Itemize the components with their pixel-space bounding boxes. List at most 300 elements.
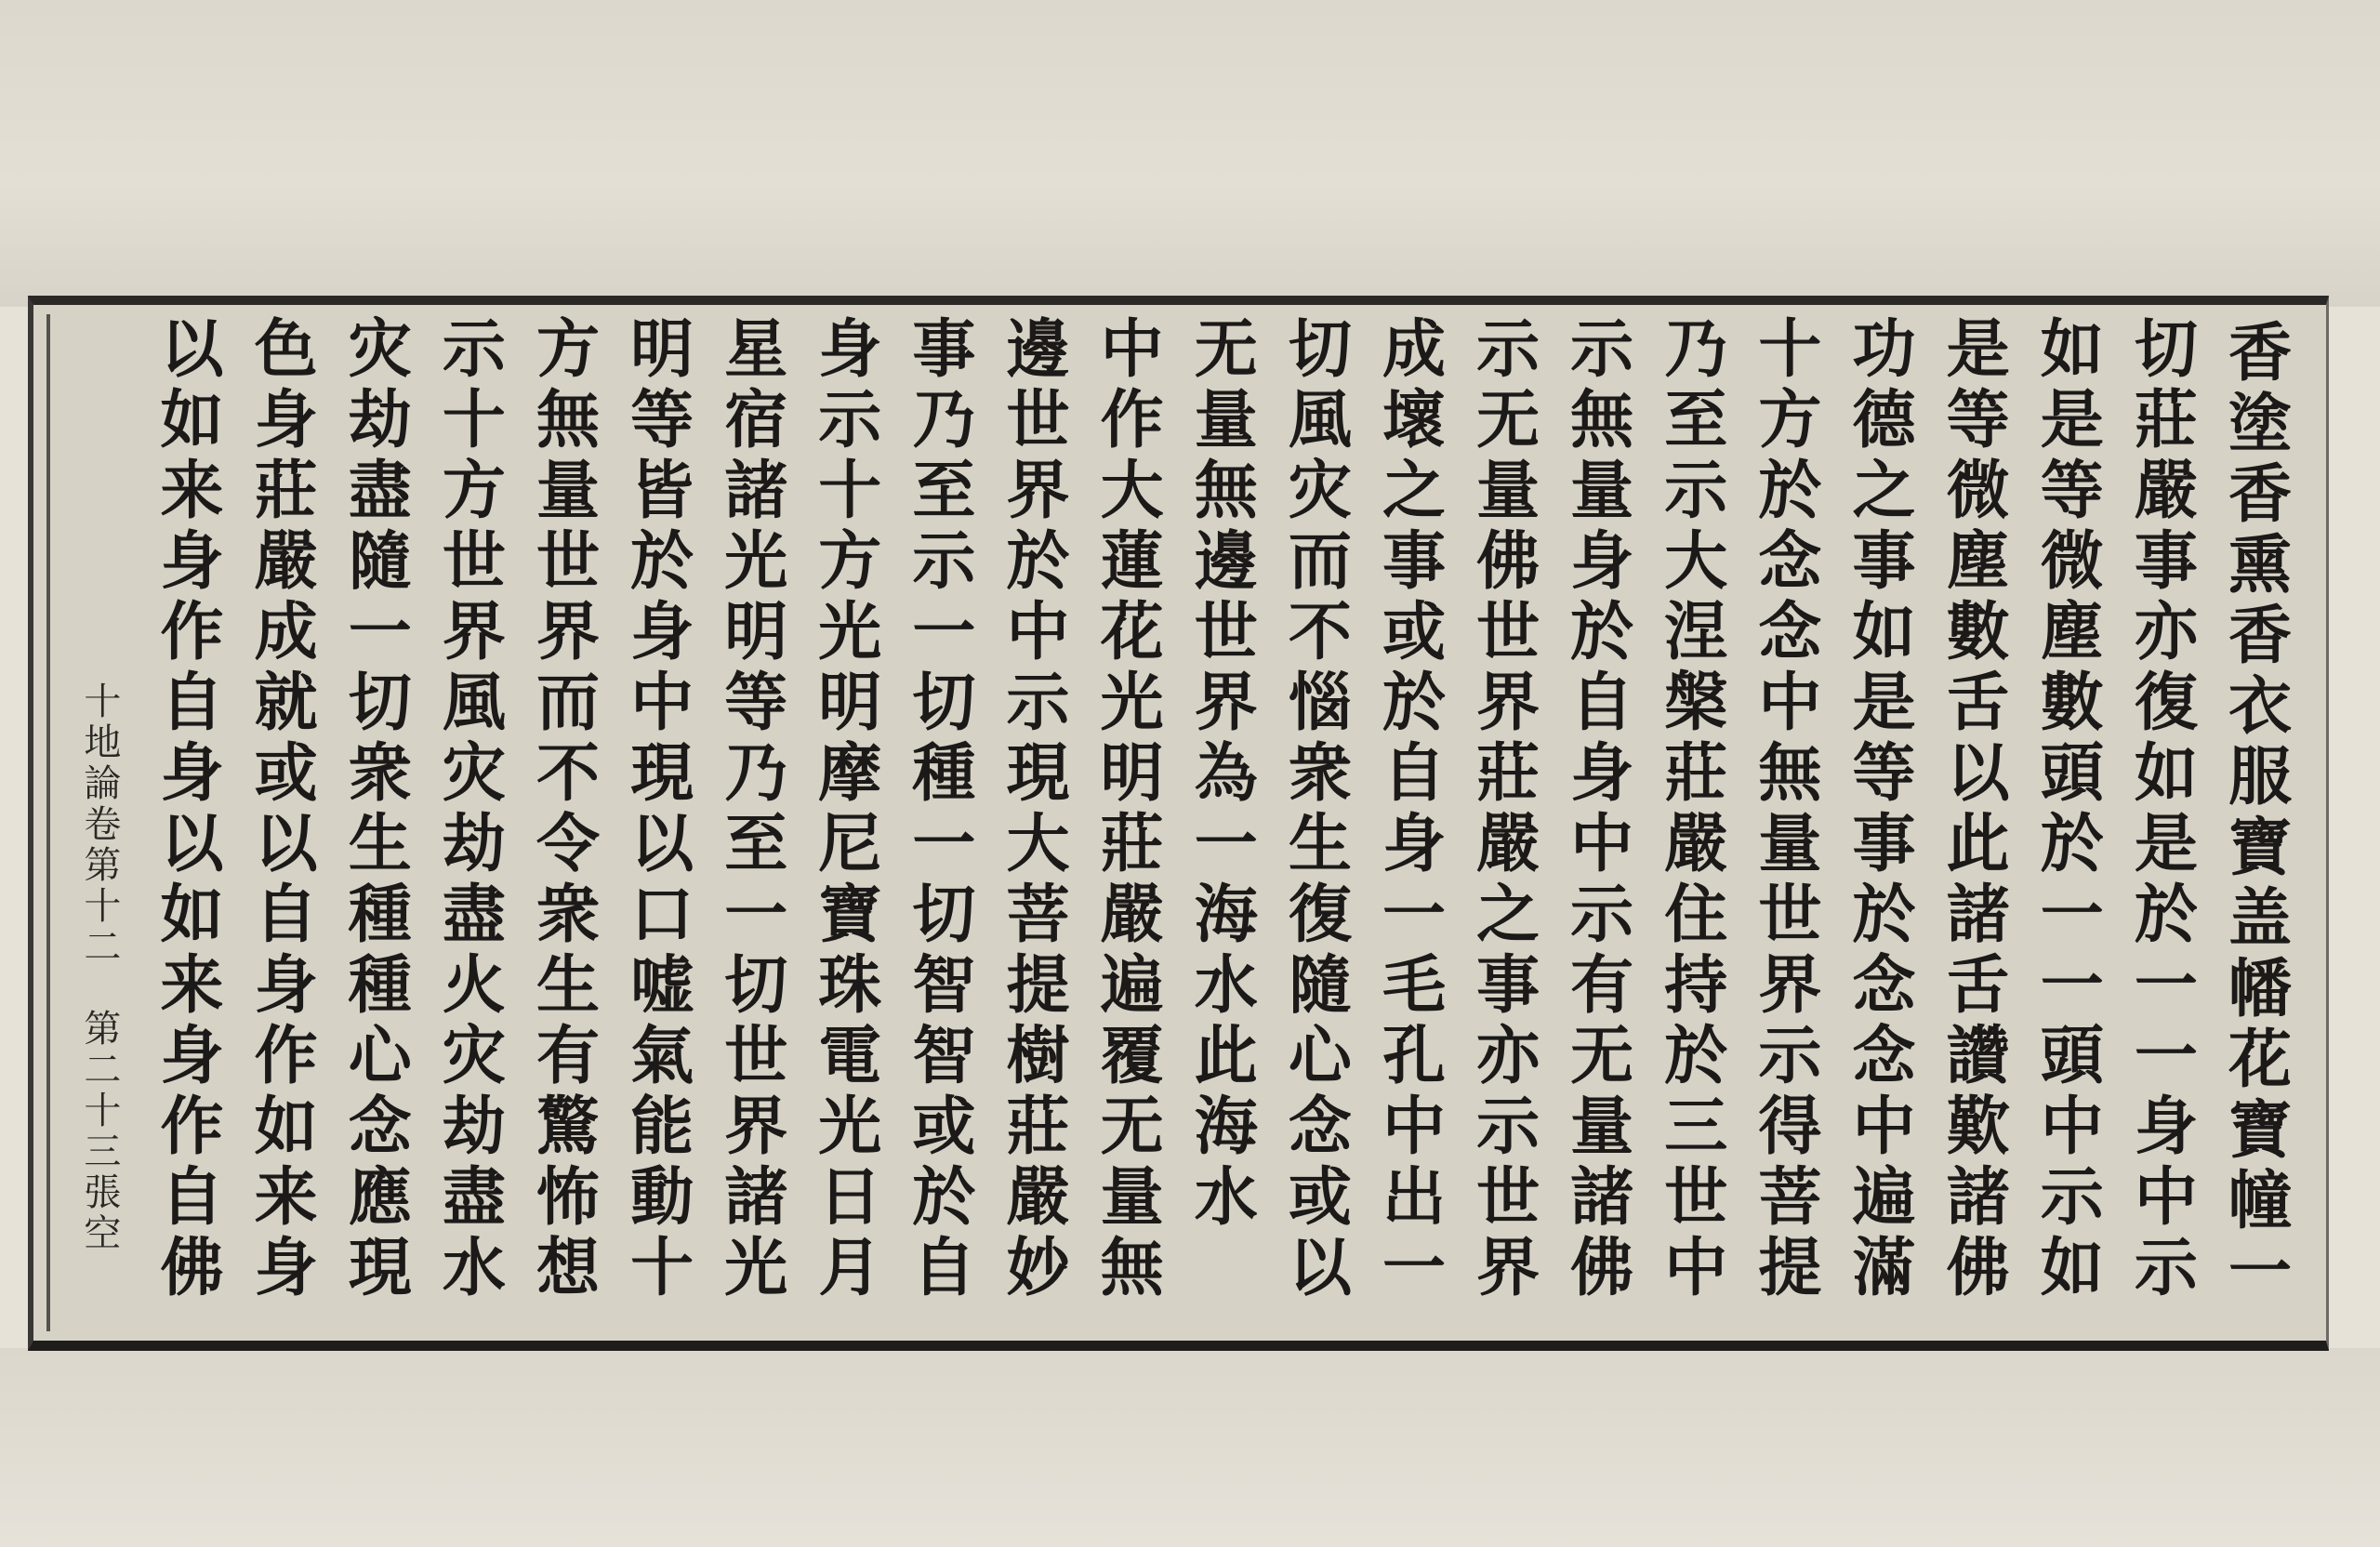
glyph: 身 <box>254 948 318 1023</box>
glyph: 示 <box>442 312 506 387</box>
glyph: 成 <box>254 595 318 669</box>
glyph: 莊 <box>1476 736 1540 811</box>
glyph: 就 <box>254 666 318 740</box>
glyph: 德 <box>1852 383 1916 457</box>
glyph: 得 <box>1758 1090 1822 1164</box>
text-column-15 <box>898 314 989 1331</box>
glyph: 嚴 <box>254 524 318 599</box>
glyph: 復 <box>2134 666 2198 740</box>
glyph: 種 <box>348 878 412 952</box>
glyph: 示 <box>1476 1090 1540 1164</box>
glyph: 功 <box>1852 312 1916 387</box>
glyph: 世 <box>536 524 600 599</box>
glyph: 讚 <box>1946 1019 2010 1093</box>
glyph: 頭 <box>2040 1019 2104 1093</box>
glyph: 香 <box>2228 457 2292 532</box>
text-column-5 <box>1838 314 1929 1331</box>
glyph: 来 <box>160 948 224 1023</box>
glyph: 種 <box>348 948 412 1023</box>
glyph: 一 <box>2134 1019 2198 1093</box>
glyph: 无 <box>1476 383 1540 457</box>
glyph: 大 <box>1664 524 1728 599</box>
glyph: 示 <box>818 383 882 457</box>
glyph: 塵 <box>2040 595 2104 669</box>
glyph: 世 <box>1664 1160 1728 1235</box>
glyph: 念 <box>1288 1090 1352 1164</box>
glyph: 莊 <box>254 454 318 528</box>
glyph: 佛 <box>160 1231 224 1305</box>
glyph: 舌 <box>1946 666 2010 740</box>
glyph: 提 <box>1006 948 1070 1023</box>
glyph: 日 <box>818 1160 882 1235</box>
glyph: 海 <box>1194 1090 1258 1164</box>
glyph-space <box>84 968 121 1009</box>
glyph: 水 <box>1194 948 1258 1023</box>
glyph: 服 <box>2228 740 2292 814</box>
glyph: 之 <box>1852 454 1916 528</box>
glyph: 明 <box>818 666 882 740</box>
glyph: 寶 <box>2228 811 2292 885</box>
glyph: 花 <box>1100 595 1164 669</box>
glyph: 十 <box>630 1231 694 1305</box>
glyph: 持 <box>1664 948 1728 1023</box>
glyph: 劫 <box>442 807 506 881</box>
glyph: 如 <box>1852 595 1916 669</box>
glyph: 灾 <box>348 312 412 387</box>
glyph: 水 <box>1194 1160 1258 1235</box>
glyph: 風 <box>1288 383 1352 457</box>
glyph: 劫 <box>348 383 412 457</box>
glyph: 中 <box>1006 595 1070 669</box>
glyph: 滿 <box>1852 1231 1916 1305</box>
glyph: 明 <box>724 595 788 669</box>
glyph: 一 <box>1382 878 1446 952</box>
glyph: 有 <box>536 1019 600 1093</box>
glyph: 来 <box>254 1160 318 1235</box>
glyph: 等 <box>1852 736 1916 811</box>
glyph: 一 <box>2040 948 2104 1023</box>
glyph: 身 <box>160 736 224 811</box>
lower-paper-margin <box>0 1348 2380 1547</box>
glyph: 光 <box>818 595 882 669</box>
glyph: 毛 <box>1382 948 1446 1023</box>
glyph: 現 <box>1006 736 1070 811</box>
glyph: 頭 <box>2040 736 2104 811</box>
glyph: 數 <box>1946 595 2010 669</box>
glyph: 盖 <box>2228 881 2292 956</box>
glyph: 示 <box>1570 878 1634 952</box>
glyph: 无 <box>1100 1090 1164 1164</box>
glyph: 覆 <box>1100 1019 1164 1093</box>
glyph: 智 <box>912 948 976 1023</box>
glyph: 量 <box>1476 454 1540 528</box>
glyph: 身 <box>1570 736 1634 811</box>
glyph: 是 <box>1852 666 1916 740</box>
glyph: 生 <box>348 807 412 881</box>
glyph: 世 <box>724 1019 788 1093</box>
glyph: 至 <box>1664 383 1728 457</box>
glyph: 之 <box>1476 878 1540 952</box>
text-column-9 <box>1462 314 1554 1331</box>
glyph: 光 <box>1100 666 1164 740</box>
glyph: 邊 <box>1194 524 1258 599</box>
glyph: 於 <box>2134 878 2198 952</box>
glyph: 事 <box>912 312 976 387</box>
glyph: 中 <box>1570 807 1634 881</box>
glyph: 驚 <box>536 1090 600 1164</box>
glyph: 香 <box>2228 316 2292 390</box>
glyph: 風 <box>442 666 506 740</box>
glyph: 出 <box>1382 1160 1446 1235</box>
glyph: 或 <box>1382 595 1446 669</box>
glyph: 於 <box>1664 1019 1728 1093</box>
glyph: 光 <box>818 1090 882 1164</box>
glyph: 一 <box>2134 948 2198 1023</box>
glyph: 中 <box>1758 666 1822 740</box>
glyph: 明 <box>1100 736 1164 811</box>
glyph: 尼 <box>818 807 882 881</box>
glyph: 劫 <box>442 1090 506 1164</box>
glyph: 菩 <box>1758 1160 1822 1235</box>
glyph: 菩 <box>1006 878 1070 952</box>
glyph: 灾 <box>1288 454 1352 528</box>
glyph: 心 <box>1288 1019 1352 1093</box>
woodblock-print-frame <box>28 296 2329 1351</box>
glyph: 中 <box>1852 1090 1916 1164</box>
glyph: 量 <box>1100 1160 1164 1235</box>
glyph: 一 <box>912 595 976 669</box>
glyph: 地 <box>84 721 122 764</box>
glyph: 灾 <box>442 736 506 811</box>
glyph: 念 <box>1852 948 1916 1023</box>
glyph: 莊 <box>1664 736 1728 811</box>
glyph: 界 <box>1476 1231 1540 1305</box>
glyph: 衆 <box>536 878 600 952</box>
glyph: 是 <box>2134 807 2198 881</box>
glyph: 一 <box>348 595 412 669</box>
glyph: 遍 <box>1852 1160 1916 1235</box>
glyph: 遍 <box>1100 948 1164 1023</box>
glyph: 示 <box>1758 1019 1822 1093</box>
text-column-17 <box>710 314 801 1331</box>
glyph: 一 <box>2228 1235 2292 1309</box>
glyph: 能 <box>630 1090 694 1164</box>
glyph: 槃 <box>1664 666 1728 740</box>
glyph: 於 <box>2040 807 2104 881</box>
text-column-19 <box>522 314 614 1331</box>
text-column-18 <box>616 314 707 1331</box>
glyph: 邊 <box>1006 312 1070 387</box>
glyph: 作 <box>160 595 224 669</box>
glyph: 智 <box>912 1019 976 1093</box>
glyph: 珠 <box>818 948 882 1023</box>
glyph: 熏 <box>2228 528 2292 602</box>
glyph: 十 <box>1758 312 1822 387</box>
text-column-2 <box>2121 314 2212 1331</box>
glyph: 如 <box>2134 736 2198 811</box>
glyph: 應 <box>348 1160 412 1235</box>
text-column-12 <box>1181 314 1272 1331</box>
glyph: 自 <box>1570 666 1634 740</box>
glyph: 舌 <box>1946 948 2010 1023</box>
glyph: 諸 <box>724 454 788 528</box>
text-column-1 <box>2215 314 2306 1331</box>
glyph: 於 <box>1006 524 1070 599</box>
glyph: 大 <box>1100 454 1164 528</box>
glyph: 電 <box>818 1019 882 1093</box>
text-column-3 <box>2027 314 2118 1331</box>
glyph: 界 <box>724 1090 788 1164</box>
text-column-11 <box>1275 314 1366 1331</box>
glyph: 等 <box>724 666 788 740</box>
glyph: 孔 <box>1382 1019 1446 1093</box>
glyph: 念 <box>1852 1019 1916 1093</box>
glyph: 無 <box>536 383 600 457</box>
glyph: 而 <box>1288 524 1352 599</box>
glyph: 無 <box>1570 383 1634 457</box>
text-column-22 <box>241 314 332 1331</box>
glyph: 中 <box>2134 1160 2198 1235</box>
glyph: 心 <box>348 1019 412 1093</box>
glyph: 世 <box>1758 878 1822 952</box>
glyph: 是 <box>2040 383 2104 457</box>
glyph: 嘘 <box>630 948 694 1023</box>
glyph: 於 <box>1382 666 1446 740</box>
glyph: 中 <box>1382 1090 1446 1164</box>
glyph: 衆 <box>348 736 412 811</box>
glyph: 摩 <box>818 736 882 811</box>
glyph: 方 <box>442 454 506 528</box>
glyph: 或 <box>1288 1160 1352 1235</box>
glyph: 事 <box>1382 524 1446 599</box>
glyph: 二 <box>84 1049 122 1091</box>
glyph: 如 <box>160 878 224 952</box>
glyph: 光 <box>724 524 788 599</box>
glyph: 於 <box>912 1160 976 1235</box>
glyph: 界 <box>442 595 506 669</box>
glyph: 月 <box>818 1231 882 1305</box>
glyph: 量 <box>1570 1090 1634 1164</box>
glyph: 動 <box>630 1160 694 1235</box>
glyph: 无 <box>1194 312 1258 387</box>
glyph: 示 <box>1664 454 1728 528</box>
text-column-13 <box>1087 314 1178 1331</box>
glyph: 以 <box>630 807 694 881</box>
glyph: 諸 <box>1946 1160 2010 1235</box>
glyph: 切 <box>348 666 412 740</box>
text-column-23 <box>146 314 237 1331</box>
text-column-14 <box>992 314 1083 1331</box>
glyph: 一 <box>2040 878 2104 952</box>
glyph: 於 <box>1852 878 1916 952</box>
text-column-4 <box>1933 314 2024 1331</box>
glyph: 量 <box>1194 383 1258 457</box>
glyph: 身 <box>160 1019 224 1093</box>
glyph: 十 <box>84 1090 122 1132</box>
glyph: 三 <box>1664 1090 1728 1164</box>
glyph: 示 <box>1476 312 1540 387</box>
glyph: 一 <box>724 878 788 952</box>
glyph: 身 <box>1382 807 1446 881</box>
glyph: 一 <box>912 807 976 881</box>
frame-inner-rule <box>46 314 50 1331</box>
glyph: 世 <box>1194 595 1258 669</box>
glyph: 方 <box>818 524 882 599</box>
glyph: 佛 <box>1946 1231 2010 1305</box>
glyph: 念 <box>348 1090 412 1164</box>
glyph: 佛 <box>1570 1231 1634 1305</box>
glyph: 二 <box>84 926 122 969</box>
glyph: 乃 <box>1664 312 1728 387</box>
glyph: 方 <box>1758 383 1822 457</box>
glyph: 無 <box>1100 1231 1164 1305</box>
glyph: 界 <box>536 595 600 669</box>
glyph: 界 <box>1006 454 1070 528</box>
glyph: 亦 <box>2134 595 2198 669</box>
text-column-7 <box>1650 314 1741 1331</box>
glyph: 妙 <box>1006 1231 1070 1305</box>
glyph: 自 <box>160 1160 224 1235</box>
glyph: 十 <box>84 885 122 928</box>
glyph: 事 <box>1852 524 1916 599</box>
glyph: 量 <box>536 454 600 528</box>
glyph: 衆 <box>1288 736 1352 811</box>
glyph: 諸 <box>1570 1160 1634 1235</box>
glyph: 等 <box>630 383 694 457</box>
glyph: 盡 <box>442 878 506 952</box>
glyph: 涅 <box>1664 595 1728 669</box>
glyph: 自 <box>160 666 224 740</box>
glyph: 諸 <box>724 1160 788 1235</box>
glyph: 種 <box>912 736 976 811</box>
glyph: 盡 <box>348 454 412 528</box>
glyph: 論 <box>84 762 122 805</box>
glyph: 第 <box>84 1008 122 1051</box>
glyph: 以 <box>1288 1231 1352 1305</box>
glyph: 空 <box>84 1212 122 1255</box>
glyph: 成 <box>1382 312 1446 387</box>
glyph: 盡 <box>442 1160 506 1235</box>
glyph: 如 <box>160 383 224 457</box>
glyph: 嚴 <box>1006 1160 1070 1235</box>
text-column-8 <box>1556 314 1647 1331</box>
glyph: 嚴 <box>1476 807 1540 881</box>
text-column-20 <box>429 314 520 1331</box>
glyph: 卷 <box>84 803 122 846</box>
glyph: 切 <box>1288 312 1352 387</box>
glyph: 此 <box>1946 807 2010 881</box>
glyph: 一 <box>1194 807 1258 881</box>
glyph: 張 <box>84 1171 122 1214</box>
glyph: 衣 <box>2228 669 2292 744</box>
glyph: 自 <box>912 1231 976 1305</box>
glyph: 此 <box>1194 1019 1258 1093</box>
glyph: 不 <box>1288 595 1352 669</box>
glyph: 至 <box>724 807 788 881</box>
glyph: 或 <box>254 736 318 811</box>
glyph: 量 <box>1570 454 1634 528</box>
glyph: 事 <box>1476 948 1540 1023</box>
glyph: 切 <box>912 666 976 740</box>
glyph: 宿 <box>724 383 788 457</box>
glyph: 等 <box>2040 454 2104 528</box>
glyph: 水 <box>442 1231 506 1305</box>
glyph: 示 <box>912 524 976 599</box>
glyph: 世 <box>1006 383 1070 457</box>
glyph: 界 <box>1758 948 1822 1023</box>
glyph: 方 <box>536 312 600 387</box>
glyph: 不 <box>536 736 600 811</box>
glyph: 隨 <box>1288 948 1352 1023</box>
glyph: 身 <box>160 524 224 599</box>
glyph: 幡 <box>2228 952 2292 1026</box>
glyph: 以 <box>254 807 318 881</box>
glyph: 嚴 <box>2134 454 2198 528</box>
glyph: 无 <box>1570 1019 1634 1093</box>
glyph: 念 <box>1758 524 1822 599</box>
glyph: 壞 <box>1382 383 1446 457</box>
glyph: 之 <box>1382 454 1446 528</box>
glyph: 色 <box>254 312 318 387</box>
glyph: 等 <box>1946 383 2010 457</box>
glyph: 怖 <box>536 1160 600 1235</box>
glyph: 光 <box>724 1231 788 1305</box>
glyph: 以 <box>160 807 224 881</box>
glyph: 嚴 <box>1664 807 1728 881</box>
text-column-16 <box>804 314 895 1331</box>
glyph: 而 <box>536 666 600 740</box>
glyph: 事 <box>2134 524 2198 599</box>
glyph: 無 <box>1758 736 1822 811</box>
glyph: 身 <box>630 595 694 669</box>
glyph: 莊 <box>2134 383 2198 457</box>
glyph: 以 <box>1946 736 2010 811</box>
glyph: 世 <box>442 524 506 599</box>
glyph: 微 <box>2040 524 2104 599</box>
glyph: 世 <box>1476 595 1540 669</box>
glyph: 想 <box>536 1231 600 1305</box>
glyph: 第 <box>84 844 122 887</box>
glyph: 身 <box>818 312 882 387</box>
glyph: 氣 <box>630 1019 694 1093</box>
glyph: 以 <box>160 312 224 387</box>
text-columns <box>61 314 2306 1331</box>
glyph: 来 <box>160 454 224 528</box>
glyph: 界 <box>1194 666 1258 740</box>
glyph: 諸 <box>1946 878 2010 952</box>
glyph: 為 <box>1194 736 1258 811</box>
glyph: 作 <box>1100 383 1164 457</box>
glyph: 蓮 <box>1100 524 1164 599</box>
glyph: 如 <box>2040 312 2104 387</box>
text-column-10 <box>1368 314 1460 1331</box>
glyph: 身 <box>254 383 318 457</box>
glyph: 星 <box>724 312 788 387</box>
glyph: 示 <box>1006 666 1070 740</box>
glyph: 現 <box>630 736 694 811</box>
glyph: 皆 <box>630 454 694 528</box>
glyph: 乃 <box>912 383 976 457</box>
glyph: 事 <box>1852 807 1916 881</box>
glyph: 歎 <box>1946 1090 2010 1164</box>
glyph: 隨 <box>348 524 412 599</box>
glyph: 現 <box>348 1231 412 1305</box>
glyph: 三 <box>84 1130 122 1173</box>
glyph: 作 <box>254 1019 318 1093</box>
glyph: 切 <box>724 948 788 1023</box>
glyph: 莊 <box>1006 1090 1070 1164</box>
glyph: 無 <box>1194 454 1258 528</box>
